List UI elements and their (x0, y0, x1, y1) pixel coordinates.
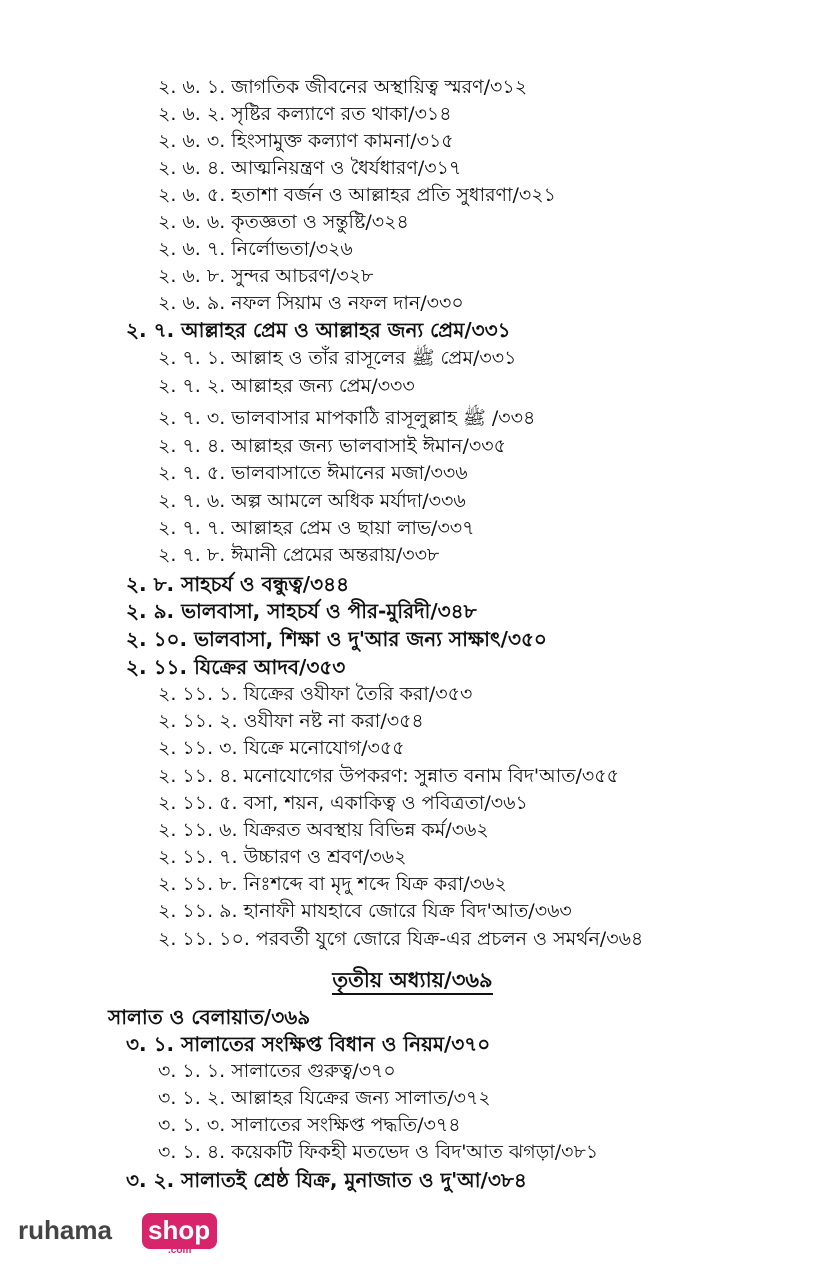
toc-subsection-entry: ২. ৬. ৮. সুন্দর আচরণ/৩২৮ (158, 265, 374, 287)
logo-dotcom-text: .com (168, 1245, 192, 1256)
toc-subsection-entry: ২. ১১. ৪. মনোযোগের উপকরণ: সুন্নাত বনাম বিদ'আত/৩৫৫ (158, 765, 619, 787)
toc-section-entry: ২. ৯. ভালবাসা, সাহচর্য ও পীর-মুরিদী/৩৪৮ (126, 599, 477, 623)
toc-section-entry: ৩. ২. সালাতই শ্রেষ্ঠ যিক্র, মুনাজাত ও দু'আ/৩৮৪ (126, 1168, 527, 1192)
toc-subsection-entry: ২. ৭. ৮. ঈমানী প্রেমের অন্তরায়/৩৩৮ (158, 544, 440, 566)
brand-logo (18, 1213, 228, 1257)
toc-subsection-entry: ২. ৬. ৬. কৃতজ্ঞতা ও সন্তুষ্টি/৩২৪ (158, 211, 409, 233)
toc-subsection-entry: ২. ১১. ৮. নিঃশব্দে বা মৃদু শব্দে যিক্র করা/৩৬২ (158, 873, 507, 895)
chapter-heading (0, 964, 825, 999)
toc-subsection-entry: ২. ৬. ৪. আত্মনিয়ন্ত্রণ ও ধৈর্যধারণ/৩১৭ (158, 157, 462, 179)
logo-ruhama-text: ruhama (18, 1215, 112, 1245)
toc-subsection-entry: ৩. ১. ১. সালাতের গুরুত্ব/৩৭০ (158, 1060, 396, 1082)
toc-subsection-entry: ২. ৭. ৬. অল্প আমলে অধিক মর্যাদা/৩৩৬ (158, 490, 466, 512)
toc-subsection-entry: ২. ৭. ৪. আল্লাহর জন্য ভালবাসাই ঈমান/৩৩৫ (158, 435, 506, 457)
toc-subsection-entry: ২. ৬. ৩. হিংসামুক্ত কল্যাণ কামনা/৩১৫ (158, 130, 454, 152)
toc-subsection-entry: ৩. ১. ২. আল্লাহর যিক্রের জন্য সালাত/৩৭২ (158, 1087, 491, 1109)
toc-subsection-entry: ২. ১১. ৯. হানাফী মাযহাবে জোরে যিক্র বিদ'আত/৩৬৩ (158, 900, 572, 922)
logo-shop-badge: shop (142, 1213, 217, 1249)
toc-subsection-entry: ২. ৭. ৫. ভালবাসাতে ঈমানের মজা/৩৩৬ (158, 462, 468, 484)
toc-section-entry: ২. ৭. আল্লাহর প্রেম ও আল্লাহর জন্য প্রেম/৩৩১ (126, 318, 511, 342)
toc-subsection-entry: ৩. ১. ৩. সালাতের সংক্ষিপ্ত পদ্ধতি/৩৭৪ (158, 1114, 461, 1136)
toc-subsection-entry: ২. ১১. ২. ওযীফা নষ্ট না করা/৩৫৪ (158, 710, 424, 732)
section-title: সালাত ও বেলায়াত/৩৬৯ (108, 1005, 311, 1029)
toc-subsection-entry: ২. ৭. ২. আল্লাহর জন্য প্রেম/৩৩৩ (158, 375, 415, 397)
toc-subsection-entry: ২. ১১. ৩. যিক্রে মনোযোগ/৩৫৫ (158, 737, 405, 759)
chapter-title: তৃতীয় অধ্যায়/৩৬৯ (332, 968, 492, 995)
toc-subsection-entry: ২. ৬. ৭. নির্লোভতা/৩২৬ (158, 238, 353, 260)
toc-subsection-entry: ২. ৬. ১. জাগতিক জীবনের অস্থায়িত্ব স্মরণ/৩১২ (158, 76, 528, 98)
toc-subsection-entry: ২. ৭. ৭. আল্লাহর প্রেম ও ছায়া লাভ/৩৩৭ (158, 517, 475, 539)
toc-subsection-entry: ২. ৬. ৯. নফল সিয়াম ও নফল দান/৩৩০ (158, 292, 464, 314)
toc-subsection-entry: ২. ৭. ৩. ভালবাসার মাপকাঠি রাসূলুল্লাহ ﷺ /৩৩৪ (158, 407, 536, 429)
toc-subsection-entry: ২. ৬. ২. সৃষ্টির কল্যাণে রত থাকা/৩১৪ (158, 103, 452, 125)
toc-subsection-entry: ২. ১১. ৭. উচ্চারণ ও শ্রবণ/৩৬২ (158, 846, 407, 868)
toc-subsection-entry: ২. ১১. ১০. পরবর্তী যুগে জোরে যিক্র-এর প্রচলন ও সমর্থন/৩৬৪ (158, 928, 644, 950)
toc-subsection-entry: ২. ৭. ১. আল্লাহ ও তাঁর রাসূলের ﷺ প্রেম/৩৩১ (158, 347, 517, 369)
toc-subsection-entry: ২. ৬. ৫. হতাশা বর্জন ও আল্লাহর প্রতি সুধারণা/৩২১ (158, 184, 556, 206)
toc-section-entry: ২. ১১. যিক্রের আদব/৩৫৩ (126, 655, 346, 679)
toc-section-entry: ২. ১০. ভালবাসা, শিক্ষা ও দু'আর জন্য সাক্ষাৎ/৩৫০ (126, 627, 547, 651)
toc-section-entry: ৩. ১. সালাতের সংক্ষিপ্ত বিধান ও নিয়ম/৩৭০ (126, 1032, 491, 1056)
toc-subsection-entry: ২. ১১. ৫. বসা, শয়ন, একাকিত্ব ও পবিত্রতা/৩৬১ (158, 792, 528, 814)
toc-subsection-entry: ২. ১১. ৬. যিক্ররত অবস্থায় বিভিন্ন কর্ম/৩৬২ (158, 819, 489, 841)
toc-section-entry: ২. ৮. সাহচর্য ও বন্ধুত্ব/৩৪৪ (126, 572, 350, 596)
toc-subsection-entry: ৩. ১. ৪. কয়েকটি ফিকহী মতভেদ ও বিদ'আত ঝগড়া/৩৮১ (158, 1141, 599, 1163)
toc-subsection-entry: ২. ১১. ১. যিক্রের ওযীফা তৈরি করা/৩৫৩ (158, 683, 473, 705)
